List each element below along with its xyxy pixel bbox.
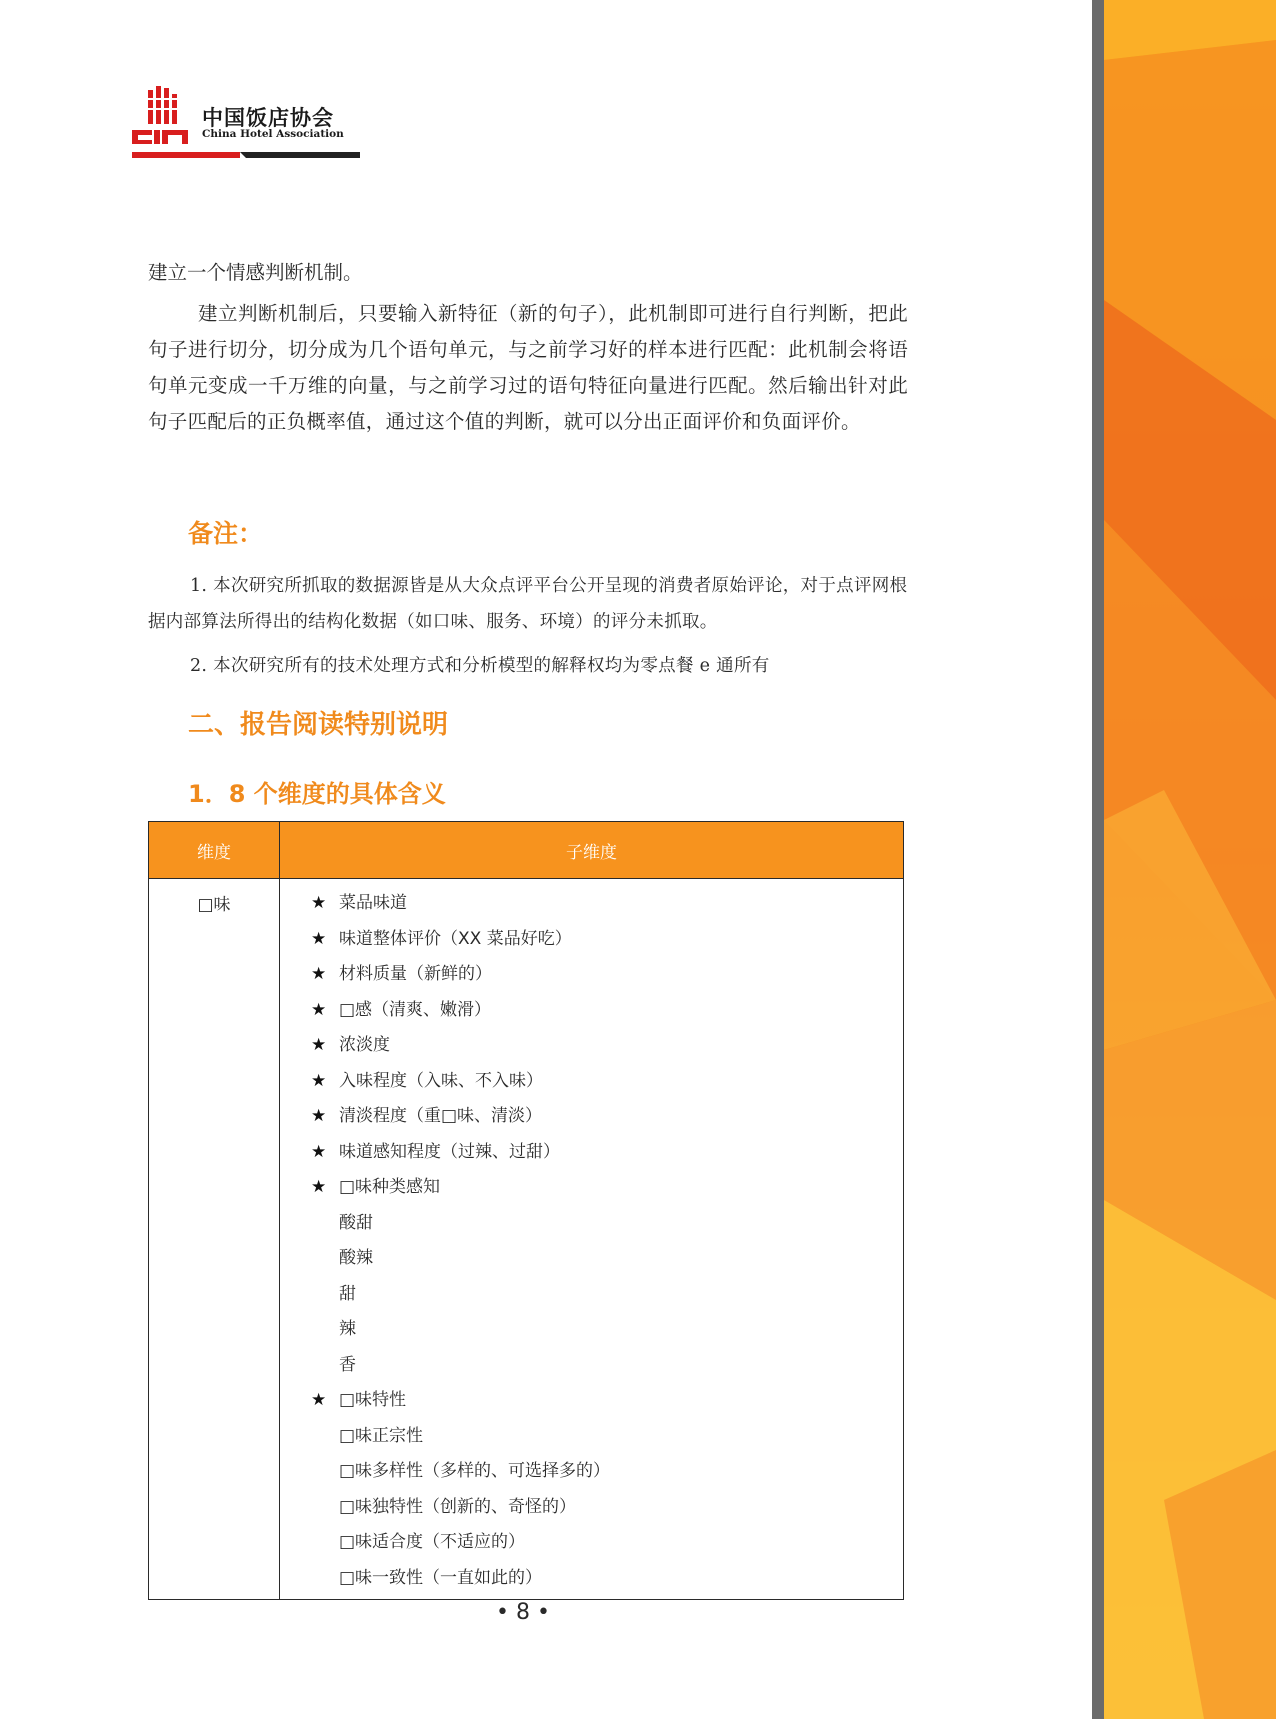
subdimension-text: □味一致性（一直如此的） [339,1567,543,1588]
list-item [311,1206,902,1242]
subdimension-text: 味道整体评价（XX 菜品好吃） [339,928,572,949]
table-header-subdimension: 子维度 [280,822,904,879]
subdimension-text: 清淡程度（重□味、清淡） [339,1106,543,1126]
note-item-1: 1. 本次研究所抓取的数据源皆是从大众点评平台公开呈现的消费者原始评论，对于点评网根据内部算法所得出的结构化数据（如口味、服务、环境）的评分未抓取。 [148,576,908,632]
side-divider [1092,0,1104,1719]
dimension-cell [149,879,280,1600]
notes-title: 备注： [188,519,264,548]
subdimension-text: 菜品味道 [339,893,407,913]
page-number: • 8 • [496,1600,550,1625]
subdimension-text: 浓淡度 [339,1035,390,1055]
list-item [311,886,902,922]
list-item [311,957,902,993]
org-name-en: China Hotel Association [202,128,344,140]
subdimension-text: 酸辣 [339,1248,373,1268]
building-logo-icon [132,86,198,146]
list-item [311,1241,902,1277]
list-item [311,1348,902,1384]
subdimension-text: □味多样性（多样的、可选择多的） [339,1461,611,1481]
subdimension-text: □味适合度（不适应的） [339,1532,526,1552]
dimension-label: □味 [197,895,231,915]
subdimension-cell [280,879,904,1600]
table-header-dimension: 维度 [149,822,280,879]
note-item-2: 2. 本次研究所有的技术处理方式和分析模型的解释权均为零点餐 e 通所有 [190,656,770,676]
star-icon: ★ [311,1106,327,1126]
subdimension-text: 材料质量（新鲜的） [339,964,492,984]
star-icon: ★ [311,964,327,984]
star-icon: ★ [311,1070,327,1091]
dimension-table [148,821,904,1600]
list-item [311,993,902,1029]
subdimension-text: □感（清爽、嫩滑） [339,999,492,1020]
list-item [311,1454,902,1490]
list-item [311,1312,902,1348]
subdimension-text: 香 [339,1354,356,1375]
subdimension-text: 酸甜 [339,1212,373,1233]
org-logo [132,86,362,158]
list-item [311,1135,902,1171]
list-item [311,1277,902,1313]
paragraph-mechanism: 建立判断机制后，只要输入新特征（新的句子），此机制即可进行自行判断，把此句子进行切分，切分成为几个语句单元，与之前学习好的样本进行匹配：此机制会将语句单元变成一千万维的向量，与之前学习过的语句特征向量进行匹配。然后输出针对此句子匹配后的正负概率值，通过这个值的判断，就可以分出正面评价和负面评价。 [148,302,908,433]
list-item [311,1383,902,1419]
subdimension-text: 味道感知程度（过辣、过甜） [339,1141,560,1162]
subdimension-text: 甜 [339,1283,356,1304]
paragraph-intro: 建立一个情感判断机制。 [148,261,363,284]
subdimension-list [281,880,902,1598]
star-icon: ★ [311,1141,327,1162]
list-item [311,1525,902,1561]
list-item [311,1099,902,1135]
list-item [311,1419,902,1455]
header-rule [132,152,360,158]
star-icon: ★ [311,1035,327,1055]
star-icon: ★ [311,928,327,949]
subdimension-text: 入味程度（入味、不入味） [339,1070,543,1091]
subdimension-text: □味特性 [339,1390,407,1410]
subdimension-text: □味独特性（创新的、奇怪的） [339,1496,577,1517]
star-icon: ★ [311,1390,327,1410]
list-item [311,1170,902,1206]
list-item [311,1064,902,1100]
star-icon: ★ [311,893,327,913]
list-item [311,922,902,958]
list-item [311,1490,902,1526]
table-row [149,879,904,1600]
star-icon: ★ [311,1177,327,1197]
star-icon: ★ [311,999,327,1020]
section-heading: 二、报告阅读特别说明 [188,710,449,740]
subdimension-text: 辣 [339,1319,356,1339]
subdimension-text: □味种类感知 [339,1177,441,1197]
org-name-cn: 中国饭店协会 [202,105,334,130]
subdimension-text: □味正宗性 [339,1425,424,1446]
list-item [311,1028,902,1064]
list-item [311,1561,902,1597]
decorative-side-panel [1104,0,1276,1719]
section-subheading: 1．8 个维度的具体含义 [188,780,446,808]
